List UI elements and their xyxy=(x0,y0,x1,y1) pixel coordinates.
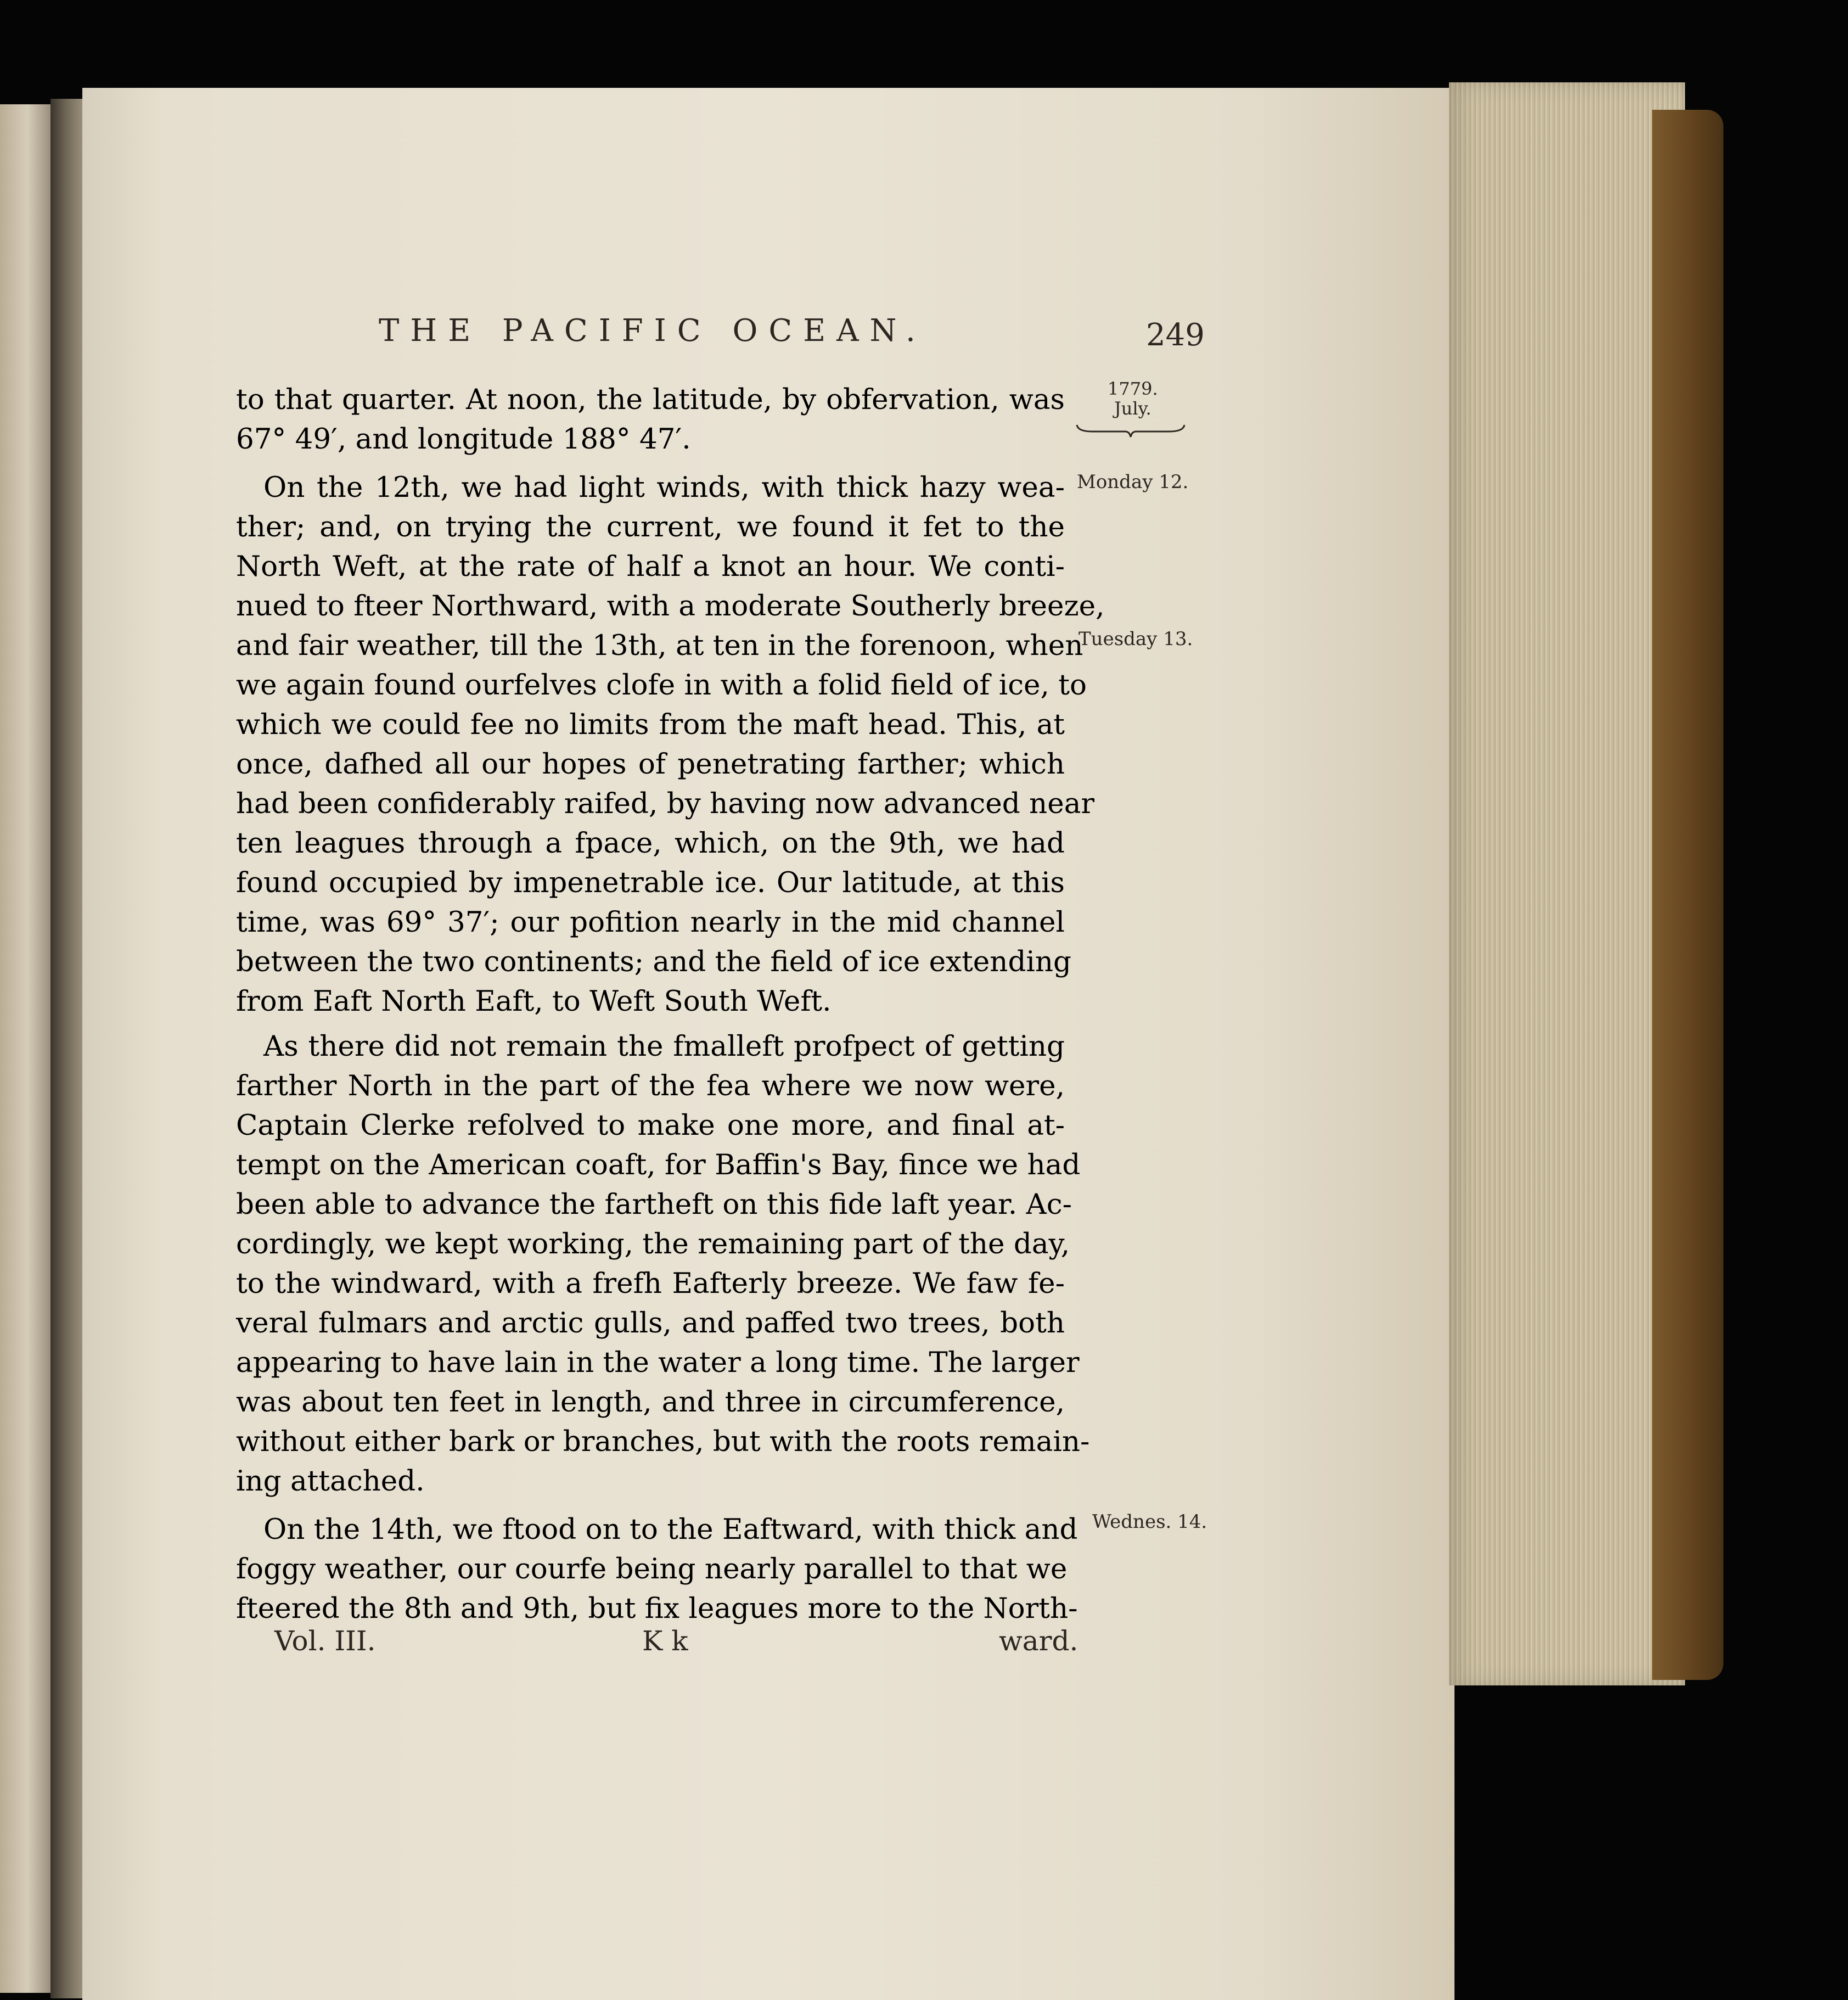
text-line: tempt on the American coaft, for Baffin's Bay, fince we had xyxy=(236,1149,1081,1181)
text-line: fteered the 8th and 9th, but fix leagues more to the North- xyxy=(236,1592,1078,1625)
text-line: once, dafhed all our hopes of penetrating farther; which xyxy=(236,748,1065,781)
text-line: been able to advance the fartheft on this fide laft year. Ac- xyxy=(236,1188,1072,1221)
year-text: 1779. xyxy=(1108,378,1158,399)
text-line: was about ten feet in length, and three in circumference, xyxy=(236,1386,1065,1419)
text-line: we again found ourfelves clofe in with a folid field of ice, to xyxy=(236,669,1087,702)
text-line: without either bark or branches, but with the roots remain- xyxy=(236,1425,1090,1458)
left-page-edge xyxy=(0,104,55,1993)
text-line: and fair weather, till the 13th, at ten in the forenoon, when xyxy=(236,629,1083,662)
paragraph-3 xyxy=(236,1027,1090,1501)
text-line: time, was 69° 37′; our pofition nearly in the mid channel xyxy=(236,906,1065,939)
paragraph-2 xyxy=(236,468,1105,1021)
text-line: cordingly, we kept working, the remaining part of the day, xyxy=(236,1228,1070,1260)
page-fore-edge xyxy=(1449,82,1685,1685)
paragraph-4 xyxy=(236,1510,1078,1628)
text-line: ten leagues through a fpace, which, on the 9th, we had xyxy=(236,827,1065,860)
text-line: which we could fee no limits from the maft head. This, at xyxy=(236,708,1065,741)
text-line: to the windward, with a frefh Eafterly breeze. We faw fe- xyxy=(236,1267,1065,1300)
text-line: to that quarter. At noon, the latitude, by obfervation, was xyxy=(236,383,1065,416)
text-line: farther North in the part of the fea where we now were, xyxy=(236,1069,1065,1102)
catchword: ward. xyxy=(999,1625,1079,1657)
text-line: had been confiderably raifed, by having now advanced near xyxy=(236,787,1095,820)
text-line: veral fulmars and arctic gulls, and paffed two trees, both xyxy=(236,1307,1065,1340)
text-line: found occupied by impenetrable ice. Our latitude, at this xyxy=(236,866,1065,899)
running-head: THE PACIFIC OCEAN. xyxy=(379,313,926,349)
text-line: Captain Clerke refolved to make one more, and final at- xyxy=(236,1109,1065,1142)
text-line: As there did not remain the fmalleft profpect of getting xyxy=(263,1030,1065,1063)
signature-mark: K k xyxy=(642,1625,688,1657)
text-line: appearing to have lain in the water a long time. The larger xyxy=(236,1346,1080,1379)
margin-note-monday: Monday 12. xyxy=(1077,471,1189,493)
brace-icon xyxy=(1076,423,1186,439)
text-line: On the 14th, we ftood on to the Eaftward, with thick and xyxy=(263,1513,1078,1546)
margin-note-tuesday: Tuesday 13. xyxy=(1079,628,1193,650)
text-line: ing attached. xyxy=(236,1465,425,1498)
margin-year xyxy=(1108,379,1158,418)
month-text: July. xyxy=(1114,398,1152,419)
text-line: between the two continents; and the field of ice extending xyxy=(236,945,1072,978)
text-line: ther; and, on trying the current, we found it fet to the xyxy=(236,511,1065,544)
margin-note-wednesday: Wednes. 14. xyxy=(1092,1511,1207,1533)
text-line: from Eaft North Eaft, to Weft South Weft. xyxy=(236,985,832,1018)
book-cover-edge xyxy=(1652,110,1723,1680)
text-line: foggy weather, our courfe being nearly parallel to that we xyxy=(236,1553,1068,1586)
text-line: 67° 49′, and longitude 188° 47′. xyxy=(236,423,691,456)
text-line: nued to fteer Northward, with a moderate Southerly breeze, xyxy=(236,590,1105,623)
volume-footer: Vol. III. xyxy=(274,1625,376,1657)
page-number: 249 xyxy=(1146,317,1205,353)
text-line: On the 12th, we had light winds, with thick hazy wea- xyxy=(263,471,1065,504)
paragraph-1 xyxy=(236,380,1065,459)
text-line: North Weft, at the rate of half a knot an hour. We conti- xyxy=(236,550,1065,583)
